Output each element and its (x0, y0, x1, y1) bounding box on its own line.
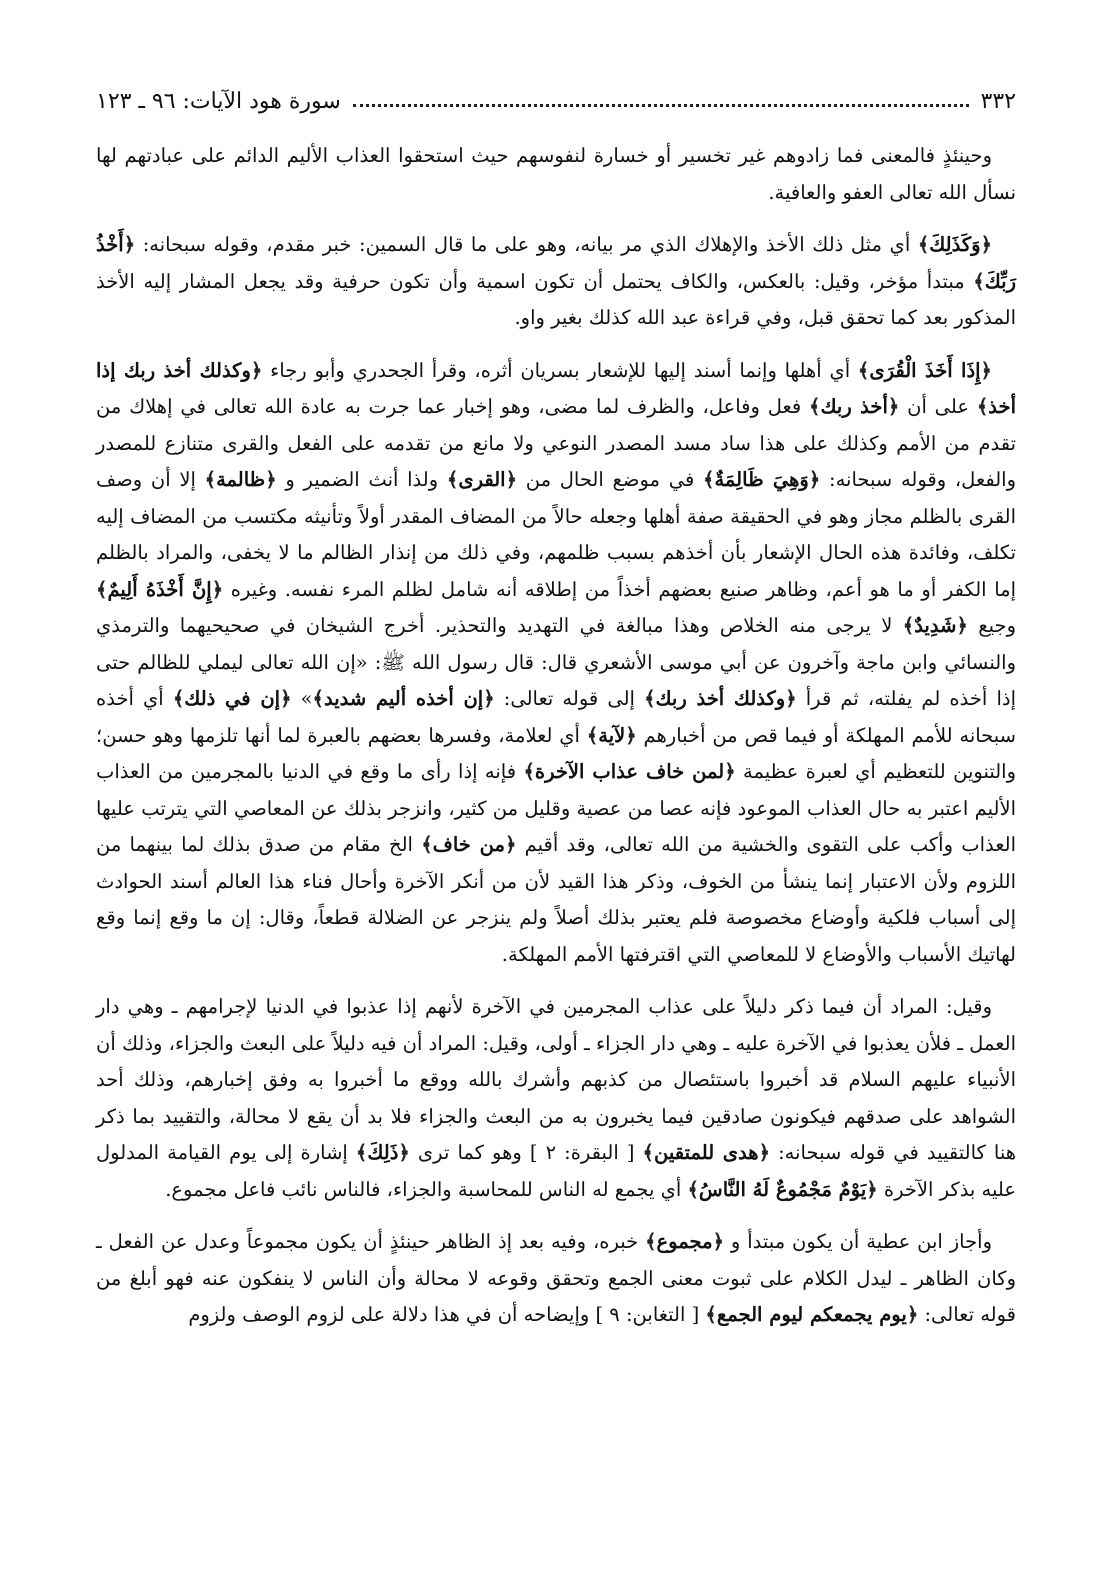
quran-quote: القرى (458, 468, 506, 491)
page-body (96, 138, 1016, 1334)
quran-quote: شَدِيدٌ (914, 614, 957, 637)
quote-close-bracket: ﴾ (917, 233, 930, 256)
quote-close-bracket: ﴾ (703, 468, 715, 491)
quote-open-bracket: ﴿ (980, 358, 992, 382)
header-dotted-leader (353, 104, 969, 107)
quran-quote: وَهِيَ ظَالِمَةٌ (714, 468, 809, 491)
quote-close-bracket: ﴾ (809, 395, 821, 418)
quote-close-bracket: ﴾ (172, 687, 185, 710)
quote-close-bracket: ﴾ (973, 269, 985, 293)
quote-close-bracket: ﴾ (355, 1141, 368, 1164)
body-text: وحينئذٍ فالمعنى فما زادوهم غير تخسير أو خسارة لنفوسهم حيث استحقوا العذاب الأليم الدائم على عبادتهم لها نسأل الله تعالى العفو والعافية. (96, 144, 1016, 204)
quote-close-bracket: ﴾ (687, 1177, 699, 1201)
quote-close-bracket: ﴾ (523, 760, 535, 783)
quote-open-bracket: ﴿ (505, 468, 517, 491)
body-text: أي يجمع له الناس للمحاسبة والجزاء، فالناس نائب فاعل مجموع. (165, 1177, 688, 1201)
quote-close-bracket: ﴾ (857, 358, 870, 382)
quran-quote: من خاف (432, 833, 505, 856)
quote-close-bracket: ﴾ (645, 1230, 657, 1253)
quran-quote: إن أخذه أليم شديد (323, 687, 484, 710)
quran-quote: يوم يجمعكم ليوم الجمع (716, 1303, 907, 1326)
paragraph (96, 989, 1016, 1208)
quran-quote: ذَلِكَ (367, 1141, 399, 1164)
quran-quote: وكذلك أخذ ربك إذا أخذ (96, 358, 1016, 418)
quote-close-bracket: ﴾ (644, 687, 656, 710)
paragraph (96, 138, 1016, 211)
quran-quote: هدى للمتقين (653, 1141, 759, 1164)
quote-close-bracket: ﴾ (312, 687, 324, 710)
page-number: ٣٣٢ (980, 89, 1016, 114)
quote-close-bracket: ﴾ (421, 833, 433, 856)
paragraph (96, 1224, 1016, 1334)
body-text: وجيع (967, 614, 1016, 637)
quran-quote: ظالمة (216, 468, 266, 491)
body-text: لا يرجى منه الخلاص وهذا مبالغة في التهديد والتحذير. أخرج الشيخان في صحيحيهما والترمذي والنسائي وابن ماجة وآخرون عن أبي موسى الأشعري قال: قال رسول الله ﷺ: «إن الله تعالى ليملي للظالم حتى إذا أخذه لم يفلته، ثم قرأ (96, 614, 1016, 710)
paragraph (96, 353, 1016, 974)
body-text: أي مثل ذلك الأخذ والإهلاك الذي مر بيانه، وهو على ما قال السمين: خبر مقدم، وقوله سبحانه: (135, 233, 918, 256)
body-text: فعل وفاعل، والظرف لما مضى، وهو إخبار عما جرت به عادة الله تعالى في إهلاك من تقدم من الأمم وكذلك على هذا ساد مسد المصدر النوعي ولا مانع من تقدمه على الفعل والقرى متنازع للمصدر والفعل، وقوله سبحانه: (96, 395, 1016, 491)
quote-open-bracket: ﴿ (906, 1303, 919, 1326)
body-text: [ التغابن: ٩ ] وإيضاحه أن في هذا دلالة على لزوم الوصف ولزوم (188, 1303, 706, 1326)
quran-quote: أَخْذُ رَبِّكَ (96, 233, 1016, 293)
quran-quote: وكذلك أخذ ربك (655, 687, 786, 710)
body-text: مبتدأ مؤخر، وقيل: بالعكس، والكاف يحتمل أن تكون اسمية وأن تكون حرفية وقد يجعل المشار إليه الأخذ المذكور بعد كما تحقق قبل، وفي قراءة عبد الله كذلك بغير واو. (96, 269, 1016, 329)
quran-quote: يَوْمٌ مَجْمُوعٌ لَهُ النَّاسُ (698, 1177, 867, 1201)
quote-open-bracket: ﴿ (504, 833, 517, 856)
body-text: أي لعلامة، وفسرها بعضهم بالعبرة لما أنها تلزمها وهو حسن؛ والتنوين للتعظيم أي لعبرة عظيمة (96, 723, 1016, 783)
quote-open-bracket: ﴿ (280, 687, 292, 710)
body-text: إلى قوله تعالى: (494, 687, 645, 710)
quote-close-bracket: ﴾ (976, 395, 989, 418)
quote-open-bracket: ﴿ (123, 233, 136, 256)
body-text: إشارة إلى يوم القيامة المدلول عليه بذكر الآخرة (96, 1141, 1016, 1201)
body-text: وأجاز ابن عطية أن يكون مبتدأ و (724, 1230, 992, 1253)
quote-open-bracket: ﴿ (724, 760, 736, 783)
quote-open-bracket: ﴿ (250, 358, 263, 382)
paragraph (96, 227, 1016, 337)
body-text: أي أهلها وإنما أسند إليها للإشعار بسريان أثره، وقرأ الجحدري وأبو رجاء (262, 358, 858, 382)
body-text: ولذا أنث الضمير و (276, 468, 447, 491)
quote-open-bracket: ﴿ (758, 1141, 771, 1164)
page-header (96, 74, 1016, 114)
quran-quote: أخذ ربك (820, 395, 888, 418)
quote-close-bracket: ﴾ (902, 614, 915, 637)
quran-quote: مجموع (656, 1230, 713, 1253)
quote-close-bracket: ﴾ (204, 468, 217, 491)
quran-quote: إِنَّ أَخْذَهُ أَلِيمٌ (107, 577, 212, 601)
quote-open-bracket: ﴿ (956, 614, 968, 637)
body-text: [ البقرة: ٢ ] وهو كما ترى (409, 1141, 643, 1164)
quote-close-bracket: ﴾ (586, 723, 599, 747)
quote-open-bracket: ﴿ (887, 395, 900, 418)
quote-open-bracket: ﴿ (866, 1177, 878, 1201)
quote-close-bracket: ﴾ (96, 577, 108, 601)
body-text: في موضع الحال من (517, 468, 704, 491)
quote-close-bracket: ﴾ (446, 468, 459, 491)
quran-quote: إِذَا أَخَذَ الْقُرَى (869, 358, 981, 382)
body-text: أي أخذه سبحانه للأمم المهلكة أو فيما قص من أخبارهم (96, 687, 1016, 747)
running-title: سورة هود الآيات: ٩٦ ـ ١٢٣ (96, 89, 341, 114)
body-text: على أن (899, 395, 977, 418)
quran-quote: لآية (598, 723, 626, 747)
quran-quote: وَكَذَلِكَ (929, 233, 981, 256)
quote-open-bracket: ﴿ (980, 233, 992, 256)
quran-quote: إن في ذلك (184, 687, 281, 710)
quote-open-bracket: ﴿ (483, 687, 495, 710)
quote-open-bracket: ﴿ (712, 1230, 724, 1253)
quote-open-bracket: ﴿ (785, 687, 797, 710)
quote-open-bracket: ﴿ (808, 468, 821, 491)
body-text: » (291, 687, 313, 710)
body-text: إلا أن وصف القرى بالظلم مجاز وهو في الحقيقة صفة أهلها وجعله حالاً من المضاف المقدر أولاً وتأنيثه مكتسب من المضاف إليه تكلف، وفائدة هذه الحال الإشعار بأن أخذهم بسبب ظلمهم، وفي ذلك من إنذار الظالم ما لا يخفى، والمراد بالظلم إما الكفر أو ما هو أعم، وظاهر صنيع بعضهم أخذاً من إطلاقه أنه شامل لظلم المرء نفسه. وغيره (96, 468, 1016, 601)
quote-close-bracket: ﴾ (642, 1141, 654, 1164)
quote-open-bracket: ﴿ (398, 1141, 410, 1164)
body-text: فإنه إذا رأى ما وقع في الدنيا بالمجرمين من العذاب الأليم اعتبر به حال العذاب الموعود فإنه عصا من عصية وقليل من كثير، وانزجر بذلك عن المعاصي التي يترتب عليها العذاب وأكب على التقوى والخشية من الله تعالى، وقد أقيم (96, 760, 1017, 856)
body-text: وقيل: المراد أن فيما ذكر دليلاً على عذاب المجرمين في الآخرة لأنهم إذا عذبوا في الدنيا لإجرامهم ـ وهي دار العمل ـ فلأن يعذبوا في الآخرة عليه ـ وهي دار الجزاء ـ أولى، وقيل: المراد أن فيه دليلاً على البعث والجزاء، وذلك أن الأنبياء عليهم السلام قد أخبروا باستئصال من كذبهم وأشرك بالله ووقع ما أخبروا به وفق إخبارهم، وذلك أحد الشواهد على صدقهم فيكونون صادقين فيما يخبرون به من البعث والجزاء فلا بد أن يقع لا محالة، والتقييد بما ذكر هنا كالتقييد في قوله سبحانه: (96, 995, 1017, 1164)
quote-open-bracket: ﴿ (265, 468, 277, 491)
quote-open-bracket: ﴿ (625, 723, 637, 747)
quran-quote: لمن خاف عذاب الآخرة (534, 760, 725, 783)
body-text: الخ مقام من صدق بذلك لما بينهما من اللزوم ولأن الاعتبار إنما ينشأ من الخوف، وذكر هذا القيد لأن من أنكر الآخرة وأحال فناء هذا العالم أسند الحوادث إلى أسباب فلكية وأوضاع مخصوصة فلم يعتبر بذلك أصلاً ولم ينزجر عن الضلالة قطعاً، وقال: إن ما وقع إنما وقع لهاتيك الأسباب والأوضاع لا للمعاصي التي اقترفتها الأمم المهلكة. (96, 833, 1016, 966)
quote-close-bracket: ﴾ (705, 1303, 717, 1326)
body-text: خبره، وفيه بعد إذ الظاهر حينئذٍ أن يكون مجموعاً وعدل عن الفعل ـ وكان الظاهر ـ ليدل الكلام على ثبوت معنى الجمع وتحقق وقوعه لا محالة وأن الناس لا ينفكون عنه فهو أبلغ من قوله تعالى: (96, 1230, 1016, 1326)
quote-open-bracket: ﴿ (211, 577, 224, 601)
